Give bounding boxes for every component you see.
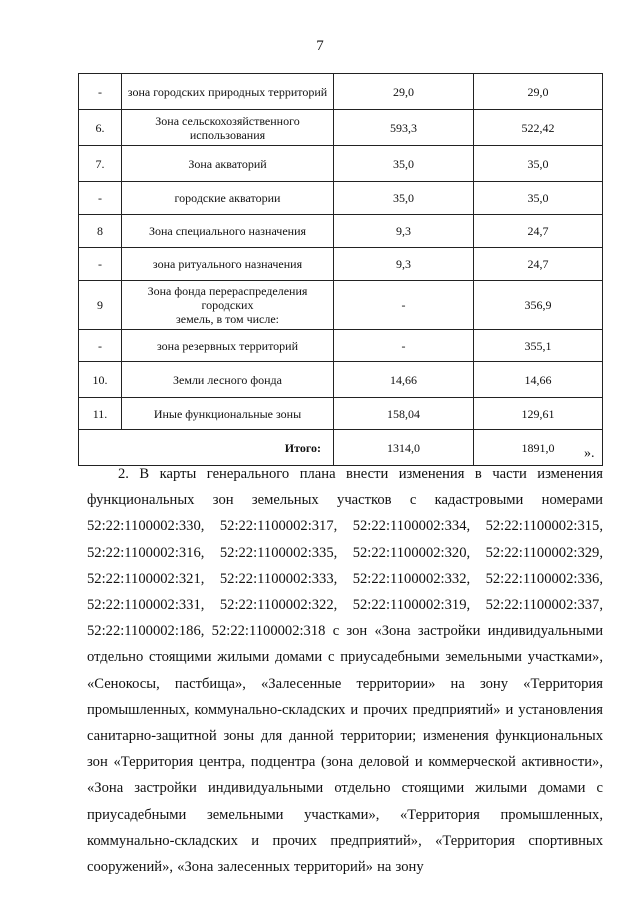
row-number: - (79, 74, 122, 110)
zone-name: зона резервных территорий (122, 330, 334, 362)
zone-name: Зона сельскохозяйственного использования (122, 110, 334, 146)
area-existing: 593,3 (334, 110, 474, 146)
zone-name: Иные функциональные зоны (122, 398, 334, 430)
row-number: 9 (79, 281, 122, 330)
zone-name: зона ритуального назначения (122, 248, 334, 281)
area-planned: 24,7 (474, 215, 603, 248)
row-number: 7. (79, 146, 122, 182)
area-existing: 35,0 (334, 146, 474, 182)
area-planned: 35,0 (474, 146, 603, 182)
area-planned: 24,7 (474, 248, 603, 281)
zone-name: Земли лесного фонда (122, 362, 334, 398)
area-planned: 35,0 (474, 182, 603, 215)
area-existing: 158,04 (334, 398, 474, 430)
zone-name: Зона фонда перераспределения городских земель, в том числе: (122, 281, 334, 330)
row-number: - (79, 330, 122, 362)
row-number: 10. (79, 362, 122, 398)
table-row (79, 182, 603, 215)
page-number: 7 (316, 38, 324, 54)
area-existing: 14,66 (334, 362, 474, 398)
table-body (79, 74, 603, 466)
area-planned: 29,0 (474, 74, 603, 110)
table-row (79, 146, 603, 182)
area-existing: - (334, 330, 474, 362)
table-row (79, 281, 603, 330)
total-existing: 1314,0 (334, 430, 474, 466)
table-row (79, 248, 603, 281)
closing-quote: ». (584, 446, 595, 461)
zone-name: Зона специального назначения (122, 215, 334, 248)
row-number: 8 (79, 215, 122, 248)
total-label: Итого: (79, 430, 334, 466)
total-planned: 1891,0 (474, 430, 603, 466)
area-existing: 35,0 (334, 182, 474, 215)
row-number: 6. (79, 110, 122, 146)
area-planned: 14,66 (474, 362, 603, 398)
area-planned: 356,9 (474, 281, 603, 330)
table-row (79, 330, 603, 362)
zone-name: Зона акваторий (122, 146, 334, 182)
area-planned: 129,61 (474, 398, 603, 430)
area-existing: 29,0 (334, 74, 474, 110)
row-number: - (79, 182, 122, 215)
row-number: 11. (79, 398, 122, 430)
row-number: - (79, 248, 122, 281)
table-row (79, 74, 603, 110)
table-row (79, 362, 603, 398)
zone-name: городские акватории (122, 182, 334, 215)
table-row (79, 215, 603, 248)
table-row (79, 110, 603, 146)
amendment-paragraph: 2. В карты генерального плана внести изменения в части изменения функциональных зон земельных участков с кадастровыми номерами 52:22:1100002:330, 52:22:1100002:317, 52:22:1100002:334, 52:22:1100002:315, 52:22:1100002:316, 52:22:1100002:335, 52:22:1100002:320, 52:22:1100002:329, 52:22:1100002:321, 52:22:1100002:333, 52:22:1100002:332, 52:22:1100002:336, 52:22:1100002:331, 52:22:1100002:322, 52:22:1100002:319, 52:22:1100002:337, 52:22:1100002:186, 52:22:1100002:318 с зон «Зона застройки индивидуальными отдельно стоящими жилыми домами с приусадебными земельными участками», «Сенокосы, пастбища», «Залесенные территории» на зону «Территория промышленных, коммунально-складских и прочих предприятий» и установления санитарно-защитной зоны для данной территории; изменения функциональных зон «Территория центра, подцентра (зона деловой и коммерческой активности», «Зона застройки индивидуальными отдельно стоящими жилыми домами с приусадебными земельными участками», «Территория промышленных, коммунально-складских и прочих предприятий», «Территория спортивных сооружений», «Зона залесенных территорий» на зону (87, 466, 603, 876)
area-planned: 355,1 (474, 330, 603, 362)
land-use-table (78, 73, 603, 466)
area-existing: - (334, 281, 474, 330)
area-existing: 9,3 (334, 215, 474, 248)
area-existing: 9,3 (334, 248, 474, 281)
zone-name: зона городских природных территорий (122, 74, 334, 110)
area-planned: 522,42 (474, 110, 603, 146)
table-row (79, 398, 603, 430)
